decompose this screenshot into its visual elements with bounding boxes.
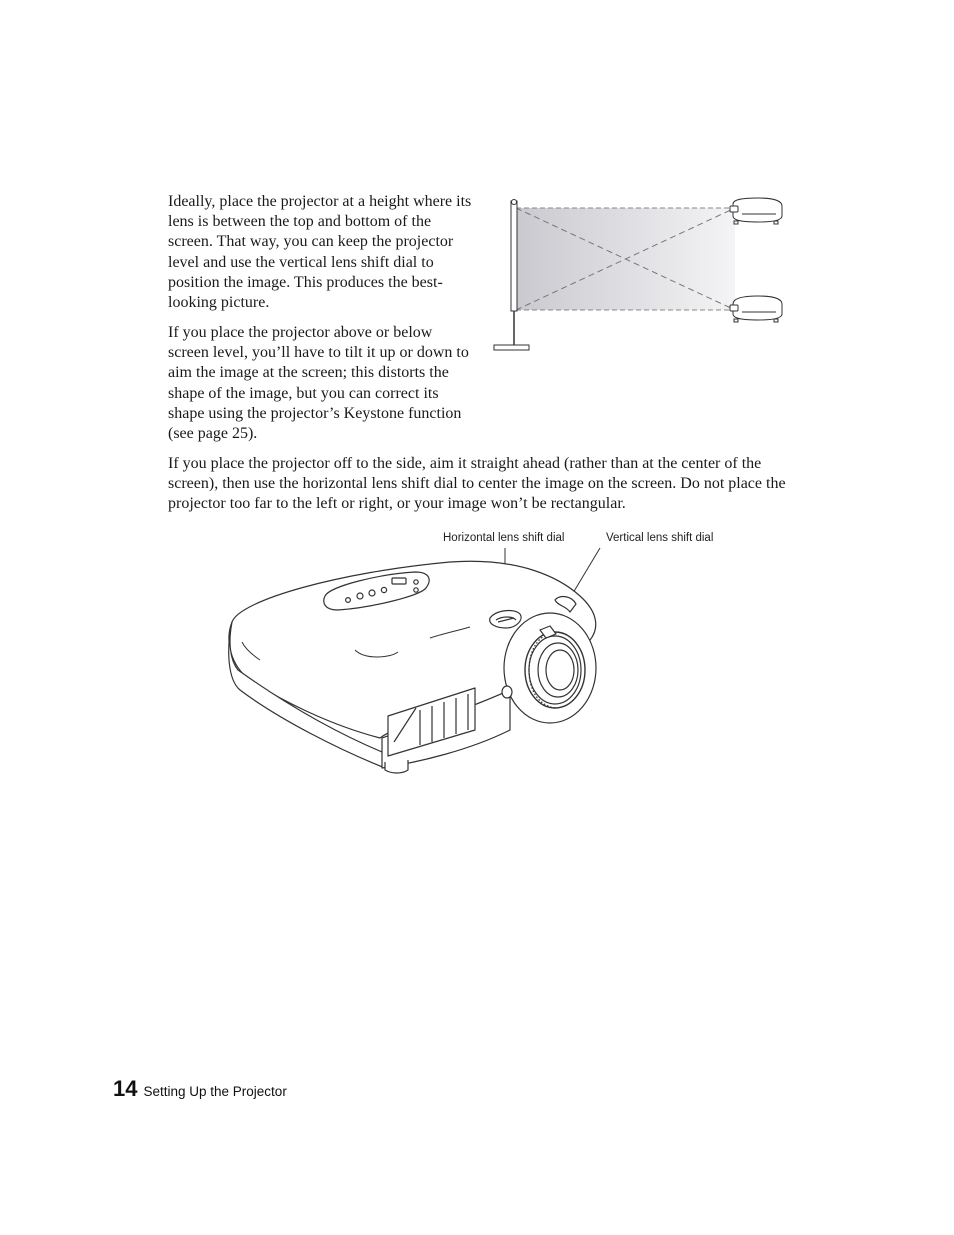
callout-vertical-lens-shift-dial: Vertical lens shift dial (606, 532, 714, 544)
callout-horizontal-lens-shift-dial: Horizontal lens shift dial (443, 532, 565, 544)
page-footer (113, 1076, 287, 1102)
projector-illustration (220, 530, 760, 775)
page-number: 14 (113, 1076, 138, 1101)
projector-bottom-icon (730, 296, 782, 322)
footer-section-title: Setting Up the Projector (143, 1084, 287, 1099)
projector-placement-illustration (490, 192, 790, 357)
projector-top-icon (730, 198, 782, 224)
paragraph-placement-height: Ideally, place the projector at a height where its lens is between the top and bottom of the screen. That way, you can keep the projector level and use the vertical lens shift dial to position the image. This produces the best-looking picture. (168, 193, 472, 312)
paragraph-keystone: If you place the projector above or below screen level, you’ll have to tilt it up or down to aim the image at the screen; this distorts the shape of the image, but you can correct its shape using the projector’s Keystone function (see page 25). (168, 324, 469, 443)
paragraph-off-side: If you place the projector off to the side, aim it straight ahead (rather than at the center of the screen), then use the horizontal lens shift dial to center the image on the screen. Do not place the projector too far to the left or right, or your image won’t be rectangular. (168, 455, 786, 513)
